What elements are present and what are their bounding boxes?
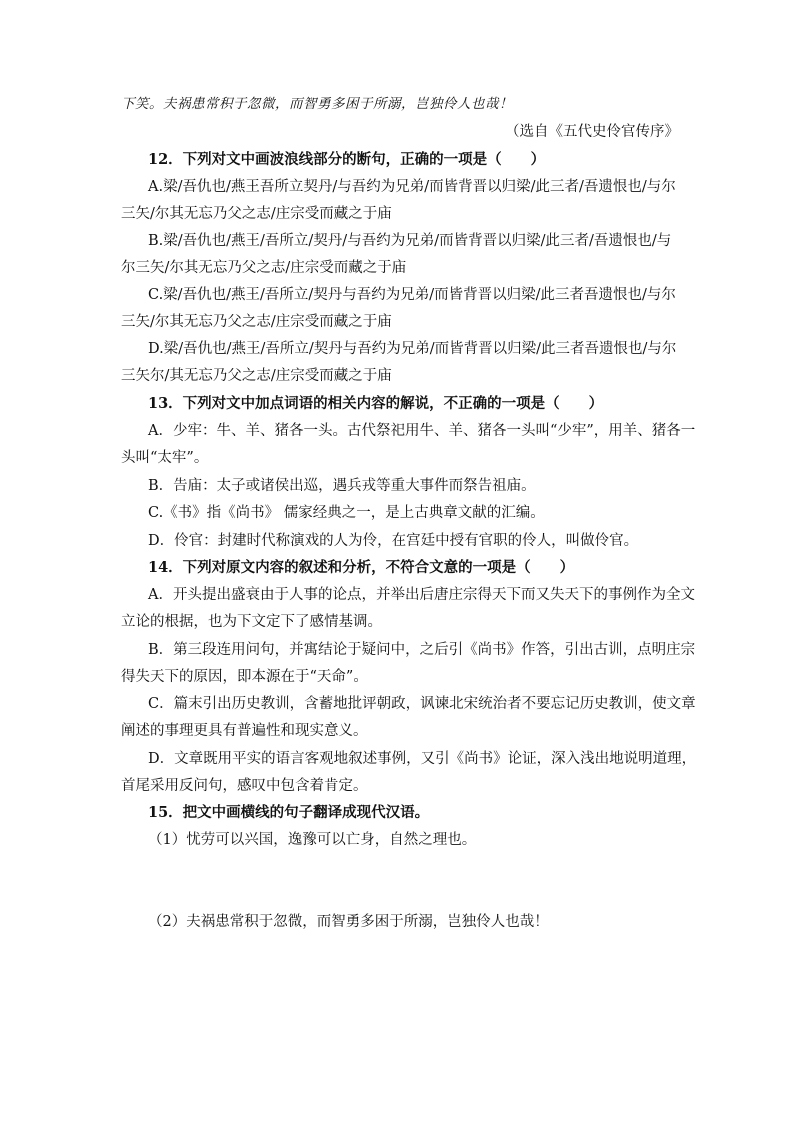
q12-option-b-line1: B.梁/吾仇也/燕王/吾所立/契丹/与吾约为兄弟/而皆背晋以归梁/此三者/吾遗恨也/与	[148, 233, 672, 249]
q13-option-a-line1: A．少牢：牛、羊、猪各一头。古代祭祀用牛、羊、猪各一头叫“少牢”，用羊、猪各一	[148, 423, 696, 439]
q14-option-b-line1: B．第三段连用问句，并寓结论于疑问中，之后引《尚书》作答，引出古训，点明庄宗	[148, 642, 696, 658]
q12-option-c-line1: C.梁/吾仇也/燕王/吾所立/契丹与吾约为兄弟/而皆背晋以归梁/此三者吾遗恨也/与尔	[148, 287, 676, 303]
q13-stem: 13．下列对文中加点词语的相关内容的解说，不正确的一项是（ ）	[148, 395, 604, 412]
q13-option-d: D．伶官：封建时代称演戏的人为伶，在宫廷中授有官职的伶人，叫做伶官。	[148, 533, 639, 549]
passage-tail: 下笑。夫祸患常积于忽微，而智勇多困于所溺，岂独伶人也哉！	[121, 96, 513, 112]
q14-option-a-line2: 立论的根据，也为下文定下了感情基调。	[121, 614, 382, 630]
q12-option-d-line1: D.梁/吾仇也/燕王/吾所立/契丹与吾约为兄弟/而皆背晋以归梁/此三者吾遗恨也/与尔	[148, 341, 677, 357]
q12-option-a-line2: 三矢/尔其无忘乃父之志/庄宗受而藏之于庙	[121, 206, 392, 222]
q15-stem: 15．把文中画横线的句子翻译成现代汉语。	[148, 804, 430, 821]
q12-option-c-line2: 三矢/尔其无忘乃父之志/庄宗受而藏之于庙	[121, 314, 392, 330]
q14-option-c-line1: C．篇末引出历史教训，含蓄地批评朝政，讽谏北宋统治者不要忘记历史教训，使文章	[148, 696, 696, 712]
q12-option-a-line1: A.梁/吾仇也/燕王吾所立契丹/与吾约为兄弟/而皆背晋以归梁/此三者/吾遗恨也/与尔	[148, 179, 676, 195]
q15-sentence-1: （1）忧劳可以兴国，逸豫可以亡身，自然之理也。	[148, 832, 477, 848]
q15-sentence-2: （2）夫祸患常积于忽微，而智勇多困于所溺，岂独伶人也哉！	[148, 914, 549, 930]
q14-stem: 14．下列对原文内容的叙述和分析，不符合文意的一项是（ ）	[148, 559, 575, 576]
q14-option-a-line1: A．开头提出盛衰由于人事的论点，并举出后唐庄宗得天下而又失天下的事例作为全文	[148, 587, 695, 603]
q14-option-d-line2: 首尾采用反问句，感叹中包含着肯定。	[121, 778, 368, 794]
source-citation: （选自《五代史伶官传序》	[505, 124, 679, 140]
q12-option-b-line2: 尔三矢/尔其无忘乃父之志/庄宗受而藏之于庙	[121, 260, 407, 276]
q13-option-b: B．告庙：太子或诸侯出巡，遇兵戎等重大事件而祭告祖庙。	[148, 478, 536, 494]
q13-option-c: C.《书》指《尚书》 儒家经典之一，是上古典章文献的汇编。	[148, 505, 545, 521]
q12-option-d-line2: 三矢尔/其无忘乃父之志/庄宗受而藏之于庙	[121, 368, 392, 384]
q13-option-a-line2: 头叫“太牢”。	[121, 450, 209, 466]
q14-option-d-line1: D．文章既用平实的语言客观地叙述事例，又引《尚书》论证，深入浅出地说明道理，	[148, 751, 697, 767]
q14-option-c-line2: 阐述的事理更具有普遍性和现实意义。	[121, 723, 368, 739]
q12-stem: 12．下列对文中画波浪线部分的断句，正确的一项是（ ）	[148, 151, 546, 168]
q14-option-b-line2: 得失天下的原因，即本源在于“天命”。	[121, 669, 368, 685]
